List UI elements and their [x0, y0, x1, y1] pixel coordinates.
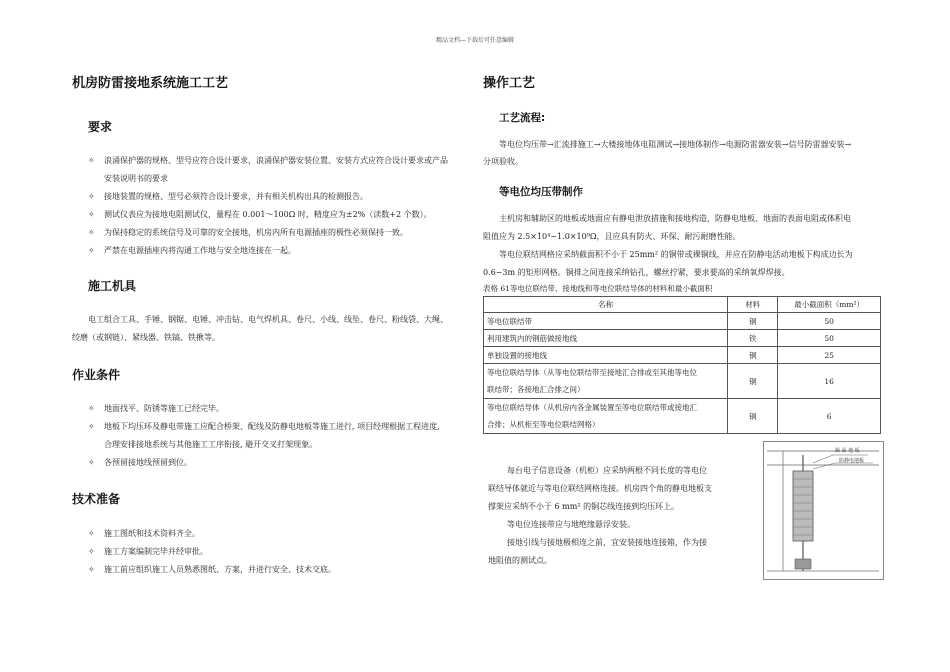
table-row: [484, 313, 881, 330]
table-cell-material: 铜: [728, 364, 778, 399]
grounding-diagram-svg: [763, 441, 884, 580]
list-item: ✧ 浪涌保护器的规格、型号应符合设计要求，浪涌保护器安装位置、安装方式应符合设计要求或产品: [88, 152, 468, 170]
table-cell-material: 铁: [728, 330, 778, 347]
bonding-text-line: 0.6~3m 的矩形网格。铜排之间连接采纳钻孔，螺丝拧紧，要求要高的采纳氧焊焊接。: [483, 268, 790, 277]
table-cell-line: 合排；从机柜至等电位联结网格）: [487, 420, 600, 429]
bullet-icon: ✧: [88, 156, 95, 165]
list-item: ✧ 施工图纸和技术资料齐全。: [88, 525, 468, 543]
bullet-icon: ✧: [88, 404, 95, 413]
column-header: 材料: [728, 297, 778, 313]
flow-text-line: 分项验收。: [483, 157, 523, 166]
page-header: 精品文档---下载后可任意编辑: [435, 37, 515, 44]
insulator-stack: [793, 471, 813, 541]
table-cell-line: 等电位联结导体（从机房内各金属装置至等电位联结带或接地汇: [487, 403, 697, 412]
bottom-text-line: 地阻值的测试点。: [488, 556, 552, 565]
bottom-text-line: 每台电子信息设备（机柜）应采纳两根不同长度的等电位: [507, 466, 707, 475]
table-cell-area: 25: [778, 347, 881, 364]
table-caption: 表格 61等电位联结带、接地线和等电位联结导体的材料和最小截面积: [483, 284, 713, 293]
column-header: 名称: [484, 297, 728, 313]
table-row: [484, 330, 881, 347]
list-item: ✧ 施工前应组织施工人员熟悉图纸、方案，并进行安全、技术交底。: [88, 561, 468, 579]
grounding-diagram: [763, 441, 884, 580]
requirements-heading: 要求: [88, 120, 113, 134]
bullet-icon: ✧: [88, 246, 95, 255]
table-cell-material: 铜: [728, 313, 778, 330]
diagram-frame: [764, 442, 884, 580]
table-row: [484, 347, 881, 364]
list-item: ✧ 施工方案编制完毕并经审批。: [88, 543, 468, 561]
bullet-icon: ✧: [88, 192, 95, 201]
bullet-icon: ✧: [88, 422, 95, 431]
bullet-icon: ✧: [88, 565, 95, 574]
list-item: ✧ 测试仪表应为接地电阻测试仪，量程在 0.001～100Ω 时，精度应为±2%（读数+2 个数）。: [88, 206, 468, 224]
list-item: ✧ 严禁在电源插座内将沟通工作地与安全地连接在一起。: [88, 242, 468, 260]
bonding-text-line: 阻值应为 2.5×10⁴~1.0×10⁹Ω，且应具有防火、环保、耐污耐磨性能。: [483, 232, 741, 241]
bottom-text-line: 撑架应采纳不小于 6 mm² 的铜芯线连接到均压环上。: [488, 502, 680, 511]
bottom-text-line: 联结导体就近与等电位联结网格连接。机房四个角的静电地板支: [488, 484, 712, 493]
diagram-label: 踢 面 地 板: [835, 448, 860, 454]
tools-heading: 施工机具: [88, 279, 137, 293]
bottom-text-line: 等电位连接带应与地绝缘悬浮安装。: [507, 520, 635, 529]
bullet-icon: ✧: [88, 547, 95, 556]
table-row: [484, 399, 881, 434]
list-item: ✧ 为保持稳定的系统信号及可靠的安全接地，机房内所有电源插座的极性必须保持一致。: [88, 224, 468, 242]
bullet-icon: ✧: [88, 228, 95, 237]
table-cell-name: 利用建筑内的钢筋做接地线: [484, 330, 728, 347]
section-title: 操作工艺: [483, 76, 536, 91]
tools-text-line: 电工组合工具、手锤、钢锯、电锤、冲击钻、电气焊机具、卷尺、小线、线坠、卷尺、粉线袋、大绳、: [88, 315, 448, 324]
bullet-icon: ✧: [88, 458, 95, 467]
list-item-continuation: 合理安排接地系统与其他施工工序衔接, 避开交叉打架现象。: [104, 440, 318, 449]
tools-text-line: 绞磨（或钢链）、紧线器、铁镐、铁揪等。: [72, 333, 220, 342]
table-cell-material: 铜: [728, 399, 778, 434]
list-item-continuation: 安装说明书的要求: [104, 174, 168, 183]
document-title: 机房防雷接地系统施工工艺: [72, 76, 229, 91]
bullet-icon: ✧: [88, 529, 95, 538]
conditions-heading: 作业条件: [72, 368, 121, 382]
list-item: ✧ 地面找平、防锈等施工已经完毕。: [88, 400, 468, 418]
diagram-label: 防静电地板: [839, 458, 865, 464]
bullet-icon: ✧: [88, 210, 95, 219]
base-block: [795, 559, 811, 569]
bonding-text-line: 主机房和辅助区的地板或地面应有静电泄放措施和接地构造，防静电地板、地面的表面电阻或体积电: [499, 214, 851, 223]
list-item: ✧ 地板下均压环及静电带施工应配合桥架、配线及防静电地板等施工进行, 项目经理根据工程进度,: [88, 418, 468, 436]
table-row: [484, 364, 881, 399]
table-cell-name: 等电位联结带: [484, 313, 728, 330]
table-cell-name: 单独设置的接地线: [484, 347, 728, 364]
table-cell-area: 6: [778, 399, 881, 434]
column-header: 最小截面积（mm²）: [778, 297, 881, 313]
table-cell-line: 联结带；各接地汇合排之间）: [487, 385, 585, 394]
flow-heading: 工艺流程:: [499, 112, 546, 124]
table-cell-area: 50: [778, 330, 881, 347]
table-cell-area: 16: [778, 364, 881, 399]
table-header-row: [484, 297, 881, 313]
table-cell-name: [484, 364, 728, 399]
table-cell-name: [484, 399, 728, 434]
bonding-heading: 等电位均压带制作: [499, 186, 583, 198]
list-item: ✧ 各预留接地线预留到位。: [88, 454, 468, 472]
tech-heading: 技术准备: [72, 492, 121, 506]
material-table: [483, 296, 881, 434]
table-cell-material: 铜: [728, 347, 778, 364]
bonding-text-line: 等电位联结网格应采纳截面积不小于 25mm² 的铜带或裸铜线，并应在防静电活动地板下构成边长为: [499, 250, 853, 259]
list-item: ✧ 接地装置的规格、型号必须符合设计要求，并有相关机构出具的检测报告。: [88, 188, 468, 206]
bottom-text-line: 接地引线与接地极相连之前，宜安装接地连接箱，作为接: [507, 538, 707, 547]
table-cell-line: 等电位联结导体（从等电位联结带至接地汇合排或至其他等电位: [487, 368, 697, 377]
flow-text-line: 等电位均压带→汇流排施工→大楼接地体电阻测试→接地体制作→电源防雷器安装→信号防雷器安装→: [499, 140, 852, 149]
table-cell-area: 50: [778, 313, 881, 330]
